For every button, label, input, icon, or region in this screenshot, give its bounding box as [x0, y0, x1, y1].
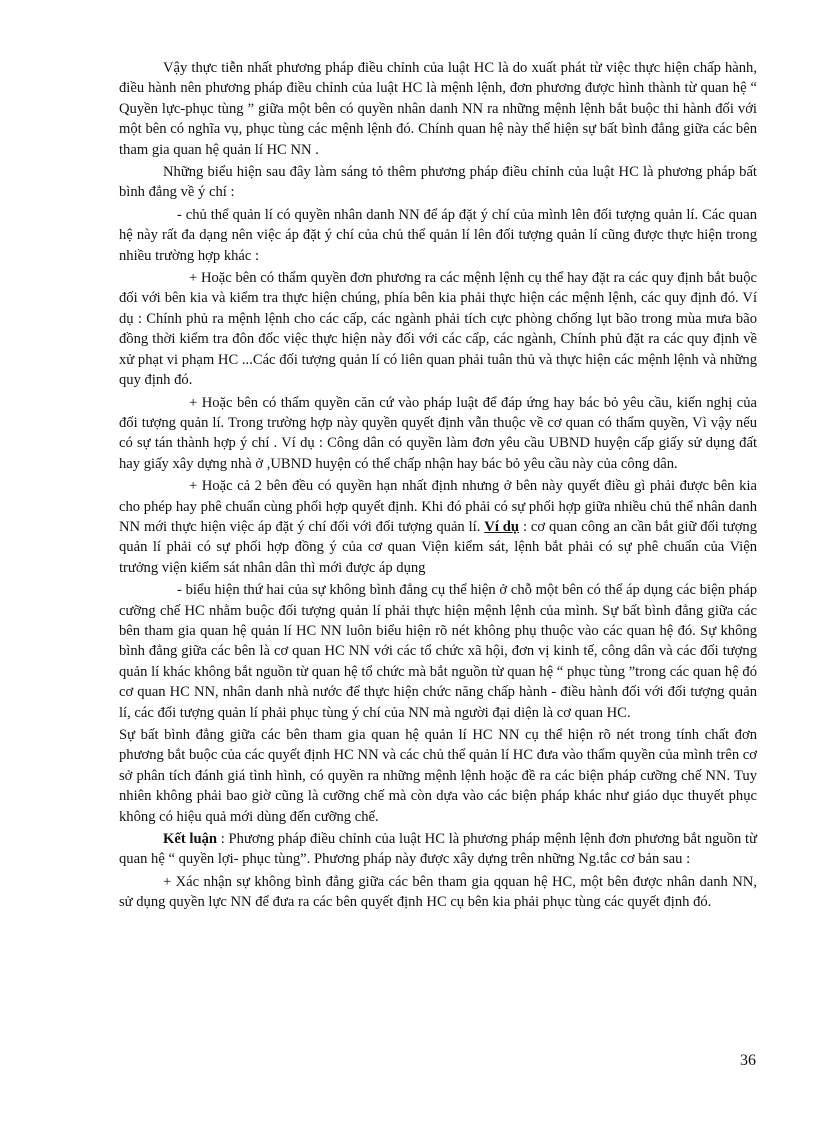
paragraph-6 [119, 476, 757, 578]
paragraph-10: + Xác nhận sự không bình đẳng giữa các bên tham gia qquan hệ HC, một bên được nhân danh NN, sử dụng quyền lực NN để đưa ra các bên quyết định HC cụ bên kia phải phục tùng các quyết định đó. [119, 873, 757, 911]
paragraph-6-after: : cơ quan công an cần bắt giữ đối tượng quản lí phải có sự phối hợp đồng ý của cơ quan Viện kiểm sát, lệnh bắt phải có sự phê chuẩn của Viện trưởng viện kiểm sát nhân dân thì mới được áp dụng [119, 518, 758, 576]
example-label: Ví dụ [484, 518, 520, 535]
paragraph-1: Vậy thực tiễn nhất phương pháp điều chỉnh của luật HC là do xuất phát từ việc thực hiện chấp hành, điều hành nên phương pháp điều chỉnh của luật HC là mệnh lệnh, đơn phương được hình thành từ quan hệ “ Quyền lực-phục tùng ” giữa một bên có quyền nhân danh NN ra những mệnh lệnh bắt buộc thi hành đối với một bên có nghĩa vụ, phục tùng các mệnh lệnh đó. Chính quan hệ này thể hiện sự bất bình đẳng giữa các bên tham gia quan hệ quản lí HC NN . [119, 60, 757, 158]
paragraph-7: - biểu hiện thứ hai của sự không bình đẳng cụ thể hiện ở chỗ một bên có thể áp dụng các biện pháp cưỡng chế HC nhằm buộc đối tượng quản lí phải thực hiện mệnh lệnh của mình. Sự bất bình đẳng giữa các bên tham gia quan hệ quản lí HC NN luôn biểu hiện rõ nét không phụ thuộc vào các quan hệ đó. Sự không bình đẳng giữa các bên là cơ quan HC NN với các tổ chức xã hội, đơn vị kinh tế, công dân và các đối tượng quản lí khác không bắt nguồn từ quan hệ tổ chức mà bắt nguồn từ quan hệ “ phục tùng ”trong các quan hệ đó cơ quan HC NN, nhân danh nhà nước để thực hiện chức năng chấp hành - điều hành đối với đối tượng quản lí, các đối tượng quản lí phải phục tùng ý chí của NN mà người đại diện là cơ quan HC. [119, 582, 757, 721]
paragraph-6-text: + Hoặc cả 2 bên đều có quyền hạn nhất định nhưng ở bên này quyết điều gì phải được bên kia cho phép hay phê chuẩn cùng phối hợp quyết định. Khi đó phải có sự phối hợp giữa nhiều chủ thể nhân danh NN mới thực hiện việc áp đặt ý chí đối với đối tượng quản lí. [119, 478, 757, 535]
paragraph-4: + Hoặc bên có thẩm quyền đơn phương ra các mệnh lệnh cụ thể hay đặt ra các quy định bắt buộc đối với bên kia và kiểm tra thực hiện chúng, phía bên kia phải thực hiện các mệnh lệnh, các quy định đó. Ví dụ : Chính phủ ra mệnh lệnh cho các cấp, các ngành phải tích cực phòng chống lụt bão trong mùa mưa bão đồng thời kiểm tra đôn đốc việc thực hiện này đối với các cấp, các ngành, Chính phủ đặt ra các quy định về xử phạt vi phạm HC ...Các đối tượng quản lí có liên quan phải tuân thủ và thực hiện các mệnh lệnh và những quy định đó. [119, 270, 757, 389]
paragraph-9-text: : Phương pháp điều chỉnh của luật HC là phương pháp mệnh lệnh đơn phương bắt nguồn từ quan hệ “ quyền lợi- phục tùng”. Phương pháp này được xây dựng trên những Ng.tắc cơ bản sau : [119, 831, 758, 868]
paragraph-5: + Hoặc bên có thẩm quyền căn cứ vào pháp luật để đáp ứng hay bác bỏ yêu cầu, kiến nghị của đối tượng quản lí. Trong trường hợp này quyền quyết định vẫn thuộc về cơ quan có thẩm quyền, Vì vậy nếu có sự tán thành hợp ý chí . Ví dụ : Công dân có quyền làm đơn yêu cầu UBND huyện cấp giấy sử dụng đất hay giấy xây dựng nhà ở ,UBND huyện có thể chấp nhận hay bác bỏ yêu cầu này của công dân. [119, 394, 757, 472]
conclusion-label: Kết luận [163, 831, 218, 848]
paragraph-3: - chủ thể quản lí có quyền nhân danh NN để áp đặt ý chí của mình lên đối tượng quản lí. Các quan hệ này rất đa dạng nên việc áp đặt ý chí của chủ thể quản lí lên đối tượng quản lí cũng được thực hiện trong nhiều trường hợp khác : [119, 206, 757, 264]
paragraph-2: Những biểu hiện sau đây làm sáng tỏ thêm phương pháp điều chỉnh của luật HC là phương pháp bất bình đẳng về ý chí : [119, 164, 757, 201]
paragraph-9 [119, 829, 757, 870]
page-number: 36 [740, 1052, 756, 1069]
paragraph-8: Sự bất bình đẳng giữa các bên tham gia quan hệ quản lí HC NN cụ thể hiện rõ nét trong tính chất đơn phương bắt buộc của các quyết định HC NN và các chủ thể quản lí HC đưa vào thẩm quyền của mình trên cơ sở phân tích đánh giá tình hình, có quyền ra những mệnh lệnh hoặc đề ra các biện pháp cưỡng chế NN. Tuy nhiên không phải bao giờ cũng là cưỡng chế mà còn dựa vào các biện pháp khác như giáo dục thuyết phục không có hiệu quả mới dùng đến cưỡng chế. [119, 727, 757, 825]
document-body [119, 58, 757, 915]
